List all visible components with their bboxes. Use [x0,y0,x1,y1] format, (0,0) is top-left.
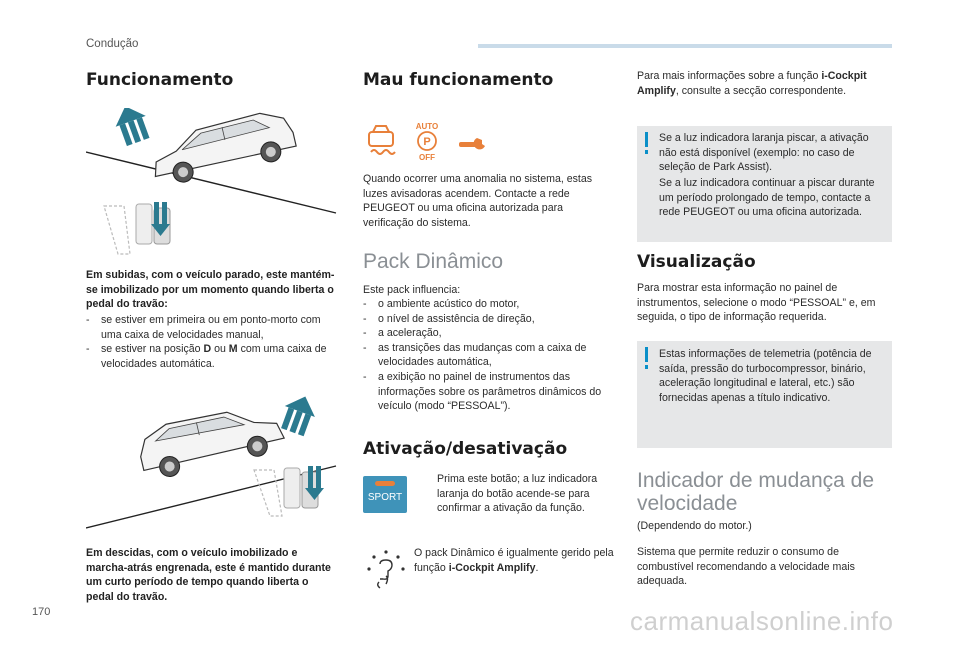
gear-text: Sistema que permite reduzir o consumo de combustível recomendando a velocidade mais adequada. [637,546,855,588]
pack-list [363,297,613,414]
svg-text:P: P [423,136,431,148]
info-marker-icon [645,132,648,147]
i-cockpit-amplify-icon [366,548,406,590]
uphill-text: Em subidas, com o veículo parado, este mantém-se imobilizado por um momento quando liberta o pedal do travão: [86,269,335,311]
visualizacao-title: Visualização [637,252,756,272]
icockpit-text: O pack Dinâmico é igualmente gerido pela função i-Cockpit Amplify. [414,547,614,574]
sport-label: SPORT [367,492,403,503]
list-item: - o nível de assistência de direção, [363,312,613,327]
uphill-illustration [86,108,338,258]
funcionamento-title: Funcionamento [86,70,234,90]
pack-intro: Este pack influencia: [363,284,461,296]
sport-indicator-light [375,481,395,486]
list-item: - o ambiente acústico do motor, [363,297,613,312]
header-bar [478,44,892,48]
list-item: - a exibição no painel de instrumentos das informações sobre os parâmetros dinâmicos do veículo (modo “PESSOAL”). [363,370,613,414]
note-text: Se a luz indicadora laranja piscar, a ativação não está disponível (exemplo: no caso de seleção de Park Assist). [659,132,869,174]
svg-text:OFF: OFF [419,153,435,162]
note-text: Se a luz indicadora continuar a piscar durante um período prolongado de tempo, contacte a rede PEUGEOT ou uma oficina autorizada. [659,177,875,219]
uphill-arrow-icon [110,108,153,147]
list-item: - se estiver na posição D ou M com uma caixa de velocidades automática. [86,342,338,371]
uphill-list [86,313,338,371]
gear-indicator-title: Indicador de mudança de velocidade [637,469,874,516]
page-number: 170 [32,606,51,618]
note-text: Estas informações de telemetria (potência de saída, pressão do turbocompressor, binário, aceleração longitudinal e lateral, etc.) são fornecidas apenas a título indicativo. [659,348,872,404]
display-text: Para mostrar esta informação no painel de instrumentos, selecione o modo “PESSOAL” e, em seguida, o tipo de informação requerida. [637,282,876,324]
downhill-text: Em descidas, com o veículo imobilizado e marcha-atrás engrenada, este é mantido durante um curto período de tempo quando liberta o pedal do travão. [86,547,331,603]
section-header: Condução [86,38,139,50]
mau-funcionamento-title: Mau funcionamento [363,70,554,90]
watermark: carmanualsonline.info [630,606,894,636]
car-uphill-icon [147,108,299,188]
downhill-illustration [86,388,338,538]
sport-button-icon [363,476,407,513]
more-info-text: Para mais informações sobre a função i-Cockpit Amplify, consulte a secção correspondente. [637,70,867,97]
wrench-icon [459,138,485,149]
sport-text: Prima este botão; a luz indicadora laranja do botão acende-se para confirmar a ativação da função. [437,473,598,515]
list-item: - as transições das mudanças com a caixa de velocidades automática, [363,341,613,370]
note-telemetry [637,341,892,448]
info-marker-icon [645,347,648,362]
skid-warning-icon [369,126,395,154]
gear-note: (Dependendo do motor.) [637,520,752,532]
malfunction-text: Quando ocorrer uma anomalia no sistema, estas luzes avisadoras acendem. Contacte a rede PEUGEOT ou uma oficina autorizada para verificação do sistema. [363,173,593,229]
list-item: - a aceleração, [363,326,613,341]
pack-dinamico-title: Pack Dinâmico [363,250,504,273]
warning-lights [365,120,495,164]
auto-p-off-icon [416,122,439,162]
list-item: - se estiver em primeira ou em ponto-morto com uma caixa de velocidades manual, [86,313,338,342]
svg-text:AUTO: AUTO [415,122,439,131]
note-sport-light [637,126,892,242]
downhill-arrow-icon [277,391,320,438]
ativacao-title: Ativação/desativação [363,439,568,459]
